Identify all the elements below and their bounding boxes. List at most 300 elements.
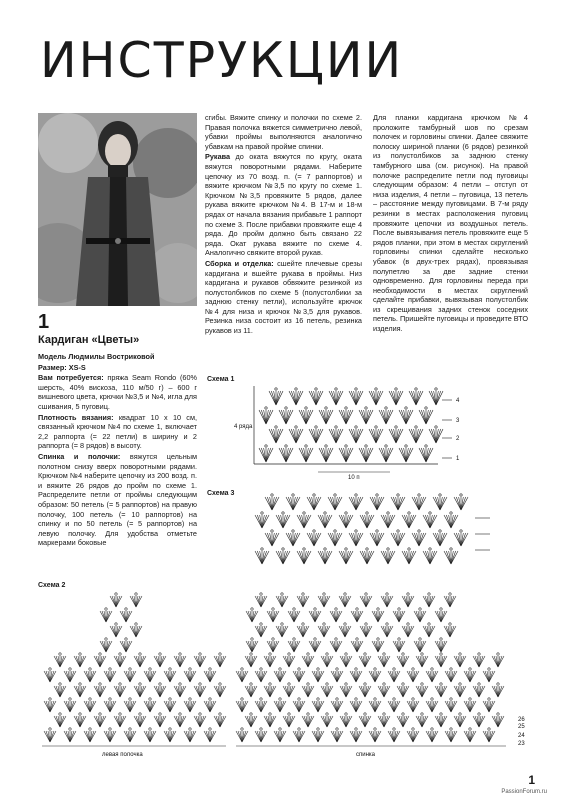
- stitch-mark: [446, 515, 451, 528]
- stitch-mark: [437, 686, 441, 697]
- stitch-mark: [66, 671, 70, 682]
- picot-mark: [364, 713, 366, 715]
- picot-mark: [366, 512, 368, 514]
- stitch-mark: [352, 701, 356, 712]
- picot-mark: [135, 593, 137, 595]
- stitch-mark: [398, 533, 403, 546]
- picot-mark: [383, 683, 385, 685]
- picot-mark: [326, 713, 328, 715]
- picot-mark: [129, 728, 131, 730]
- picot-mark: [323, 593, 325, 595]
- stitch-mark: [216, 716, 220, 727]
- picot-mark: [271, 494, 273, 496]
- picot-mark: [449, 623, 451, 625]
- picot-mark: [428, 593, 430, 595]
- stitch-mark: [391, 429, 396, 443]
- stitch-mark: [386, 410, 391, 424]
- picot-mark: [478, 653, 480, 655]
- picot-mark: [365, 407, 367, 409]
- picot-mark: [49, 728, 51, 730]
- picot-mark: [365, 593, 367, 595]
- picot-mark: [302, 623, 304, 625]
- picot-mark: [325, 445, 327, 447]
- stitch-mark: [409, 701, 413, 712]
- picot-mark: [355, 426, 357, 428]
- stitch-mark: [320, 515, 325, 528]
- stitch-mark: [283, 515, 288, 528]
- page-number: 1: [528, 773, 535, 787]
- picot-mark: [275, 388, 277, 390]
- stitch-mark: [401, 410, 406, 424]
- picot-mark: [317, 698, 319, 700]
- picot-mark: [288, 713, 290, 715]
- stitch-mark: [46, 701, 50, 712]
- picot-mark: [377, 608, 379, 610]
- stitch-mark: [353, 611, 357, 622]
- picot-mark: [105, 608, 107, 610]
- stitch-mark: [257, 596, 261, 607]
- stitch-mark: [311, 391, 316, 405]
- stitch-mark: [371, 731, 375, 742]
- picot-mark: [375, 426, 377, 428]
- picot-mark: [460, 494, 462, 496]
- stitch-mark: [409, 731, 413, 742]
- picot-mark: [408, 548, 410, 550]
- picot-mark: [325, 407, 327, 409]
- picot-mark: [376, 530, 378, 532]
- stitch-mark: [446, 596, 450, 607]
- stitch-mark: [301, 410, 306, 424]
- picot-mark: [431, 668, 433, 670]
- picot-mark: [419, 608, 421, 610]
- picot-mark: [69, 698, 71, 700]
- stitch-mark: [247, 686, 251, 697]
- stitch-mark: [437, 716, 441, 727]
- stitch-mark: [475, 656, 479, 667]
- stitch-mark: [266, 448, 271, 462]
- picot-mark: [450, 668, 452, 670]
- picot-mark: [115, 623, 117, 625]
- stitch-mark: [261, 448, 266, 462]
- scheme-1-width: 10 п: [348, 475, 360, 480]
- picot-mark: [355, 698, 357, 700]
- stitch-mark: [409, 671, 413, 682]
- stitch-mark: [351, 533, 356, 546]
- picot-mark: [383, 653, 385, 655]
- picot-mark: [49, 668, 51, 670]
- picot-mark: [209, 728, 211, 730]
- picot-mark: [374, 668, 376, 670]
- stitch-mark: [437, 641, 441, 652]
- stitch-mark: [306, 448, 311, 462]
- stitch-mark: [116, 686, 120, 697]
- stitch-mark: [326, 448, 331, 462]
- picot-mark: [271, 530, 273, 532]
- picot-mark: [418, 494, 420, 496]
- picot-mark: [293, 608, 295, 610]
- picot-mark: [488, 668, 490, 670]
- picot-mark: [241, 668, 243, 670]
- stitch-mark: [421, 410, 426, 424]
- stitch-mark: [146, 701, 150, 712]
- stitch-mark: [437, 611, 441, 622]
- picot-mark: [449, 593, 451, 595]
- stitch-mark: [320, 626, 324, 637]
- page-title: ИНСТРУКЦИИ: [40, 32, 404, 89]
- picot-mark: [323, 623, 325, 625]
- stitch-mark: [106, 671, 110, 682]
- stitch-mark: [136, 656, 140, 667]
- picot-mark: [421, 683, 423, 685]
- stitch-mark: [272, 533, 277, 546]
- stitch-mark: [335, 533, 340, 546]
- stitch-mark: [66, 731, 70, 742]
- picot-mark: [303, 512, 305, 514]
- picot-mark: [269, 713, 271, 715]
- stitch-mark: [332, 611, 336, 622]
- picot-mark: [119, 713, 121, 715]
- stitch-mark: [332, 641, 336, 652]
- stitch-mark: [269, 641, 273, 652]
- picot-mark: [169, 668, 171, 670]
- picot-mark: [469, 728, 471, 730]
- stitch-mark: [126, 701, 130, 712]
- picot-mark: [307, 653, 309, 655]
- stitch-mark: [388, 551, 393, 564]
- picot-mark: [179, 683, 181, 685]
- stitch-mark: [377, 497, 382, 510]
- stitch-mark: [361, 656, 365, 667]
- picot-mark: [260, 698, 262, 700]
- picot-mark: [374, 698, 376, 700]
- stitch-mark: [451, 551, 456, 564]
- picot-mark: [251, 638, 253, 640]
- stitch-mark: [401, 448, 406, 462]
- stitch-mark: [216, 686, 220, 697]
- stitch-mark: [390, 701, 394, 712]
- stitch-mark: [323, 716, 327, 727]
- picot-mark: [469, 698, 471, 700]
- picot-mark: [250, 653, 252, 655]
- stitch-mark: [309, 497, 314, 510]
- picot-mark: [169, 728, 171, 730]
- stitch-mark: [116, 656, 120, 667]
- picot-mark: [335, 638, 337, 640]
- stitch-mark: [96, 716, 100, 727]
- scheme-1-chart: [230, 384, 470, 480]
- stitch-mark: [361, 686, 365, 697]
- stitch-mark: [196, 686, 200, 697]
- picot-mark: [355, 530, 357, 532]
- stitch-mark: [288, 533, 293, 546]
- stitch-mark: [333, 701, 337, 712]
- stitch-mark: [278, 596, 282, 607]
- stitch-mark: [66, 701, 70, 712]
- picot-mark: [335, 608, 337, 610]
- picot-mark: [355, 494, 357, 496]
- picot-mark: [293, 638, 295, 640]
- picot-mark: [460, 530, 462, 532]
- picot-mark: [209, 698, 211, 700]
- picot-mark: [393, 668, 395, 670]
- picot-mark: [269, 683, 271, 685]
- stitch-mark: [383, 551, 388, 564]
- stitch-mark: [96, 686, 100, 697]
- picot-mark: [250, 713, 252, 715]
- stitch-mark: [414, 533, 419, 546]
- stitch-mark: [341, 515, 346, 528]
- picot-mark: [355, 388, 357, 390]
- picot-mark: [305, 445, 307, 447]
- picot-mark: [478, 713, 480, 715]
- stitch-mark: [346, 448, 351, 462]
- stitch-mark: [126, 731, 130, 742]
- picot-mark: [450, 512, 452, 514]
- picot-mark: [272, 608, 274, 610]
- stitch-mark: [447, 671, 451, 682]
- picot-mark: [199, 713, 201, 715]
- stitch-mark: [306, 410, 311, 424]
- picot-mark: [345, 713, 347, 715]
- stitch-mark: [346, 410, 351, 424]
- stitch-mark: [299, 515, 304, 528]
- column-2: [205, 113, 362, 337]
- picot-mark: [383, 713, 385, 715]
- stitch-mark: [293, 497, 298, 510]
- stitch-mark: [299, 596, 303, 607]
- stitch-mark: [146, 671, 150, 682]
- picot-mark: [313, 494, 315, 496]
- stitch-mark: [351, 391, 356, 405]
- picot-mark: [99, 713, 101, 715]
- picot-mark: [324, 548, 326, 550]
- picot-mark: [135, 623, 137, 625]
- stitch-mark: [314, 533, 319, 546]
- stitch-mark: [428, 731, 432, 742]
- stitch-mark: [361, 716, 365, 727]
- stitch-mark: [247, 656, 251, 667]
- materials-paragraph: Вам потребуется: пряжа Seam Rondo (60% шерсть, 40% вискоза, 110 м/50 г) – 600 г вишневого цвета, крючки №3,5 и №4, игла для сшивания, 5 пуговиц.: [38, 373, 197, 411]
- picot-mark: [440, 653, 442, 655]
- stitch-mark: [398, 497, 403, 510]
- picot-mark: [159, 683, 161, 685]
- picot-mark: [69, 668, 71, 670]
- picot-mark: [159, 713, 161, 715]
- picot-mark: [89, 698, 91, 700]
- picot-mark: [336, 698, 338, 700]
- stitch-mark: [320, 551, 325, 564]
- picot-mark: [292, 494, 294, 496]
- stitch-mark: [285, 656, 289, 667]
- stitch-mark: [325, 551, 330, 564]
- site-watermark: PassionForum.ru: [501, 789, 547, 795]
- picot-mark: [209, 668, 211, 670]
- stitch-mark: [206, 671, 210, 682]
- stitch-mark: [371, 429, 376, 443]
- picot-mark: [279, 698, 281, 700]
- stitch-mark: [271, 391, 276, 405]
- stitch-mark: [395, 641, 399, 652]
- stitch-mark: [320, 596, 324, 607]
- picot-mark: [307, 713, 309, 715]
- stitch-mark: [276, 391, 281, 405]
- picot-mark: [275, 426, 277, 428]
- picot-mark: [298, 698, 300, 700]
- model-credit: Модель Людмилы Востриковой: [38, 352, 155, 361]
- stitch-mark: [132, 596, 136, 607]
- picot-mark: [385, 407, 387, 409]
- picot-mark: [159, 653, 161, 655]
- stitch-mark: [76, 656, 80, 667]
- stitch-mark: [272, 497, 277, 510]
- stitch-mark: [112, 626, 116, 637]
- picot-mark: [336, 728, 338, 730]
- picot-mark: [59, 713, 61, 715]
- stitch-mark: [166, 701, 170, 712]
- picot-mark: [199, 683, 201, 685]
- picot-mark: [219, 683, 221, 685]
- stitch-mark: [428, 701, 432, 712]
- stitch-mark: [266, 410, 271, 424]
- stitch-mark: [321, 448, 326, 462]
- scheme-1-row-1: 1: [456, 456, 460, 462]
- stitch-mark: [132, 626, 136, 637]
- stitch-mark: [102, 641, 106, 652]
- scheme-3-label: Схема 3: [207, 490, 235, 497]
- picot-mark: [115, 593, 117, 595]
- stitch-mark: [381, 448, 386, 462]
- stitch-mark: [283, 551, 288, 564]
- stitch-mark: [435, 497, 440, 510]
- picot-mark: [412, 728, 414, 730]
- stitch-mark: [376, 429, 381, 443]
- assembly-paragraph: Сборка и отделка: сшейте плечевые срезы кардигана и вшейте рукава в проймы. Низ кардигана и рукавов обвяжите резинкой из полустолбиков по схеме 5 (полустолбики за заднюю стенку петли), используйте крючок №4 для низа и крючок №3,5 для рукавов. Резинка низа состоит из 16 петель, резинка рукавов из 11.: [205, 258, 362, 336]
- stitch-mark: [341, 596, 345, 607]
- model-photo: [38, 113, 197, 306]
- scheme-3-chart: [250, 486, 500, 568]
- stitch-mark: [421, 448, 426, 462]
- picot-mark: [344, 593, 346, 595]
- stitch-mark: [406, 448, 411, 462]
- picot-mark: [305, 407, 307, 409]
- picot-mark: [288, 683, 290, 685]
- stitch-mark: [371, 391, 376, 405]
- picot-mark: [317, 728, 319, 730]
- stitch-mark: [411, 429, 416, 443]
- stitch-mark: [156, 656, 160, 667]
- scheme-2-row-24: 24: [518, 733, 525, 739]
- stitch-mark: [426, 448, 431, 462]
- picot-mark: [119, 683, 121, 685]
- stitch-mark: [56, 716, 60, 727]
- picot-mark: [285, 445, 287, 447]
- stitch-mark: [126, 671, 130, 682]
- stitch-mark: [494, 716, 498, 727]
- stitch-mark: [416, 391, 421, 405]
- picot-mark: [335, 388, 337, 390]
- picot-mark: [69, 728, 71, 730]
- stitch-mark: [316, 391, 321, 405]
- stitch-mark: [295, 701, 299, 712]
- stitch-mark: [106, 731, 110, 742]
- stitch-mark: [314, 671, 318, 682]
- picot-mark: [260, 728, 262, 730]
- stitch-mark: [386, 448, 391, 462]
- picot-mark: [407, 623, 409, 625]
- stitch-mark: [414, 497, 419, 510]
- stitch-mark: [374, 641, 378, 652]
- picot-mark: [356, 638, 358, 640]
- stitch-mark: [425, 551, 430, 564]
- stitch-mark: [361, 410, 366, 424]
- picot-mark: [345, 548, 347, 550]
- picot-mark: [315, 426, 317, 428]
- picot-mark: [324, 512, 326, 514]
- stitch-mark: [436, 391, 441, 405]
- picot-mark: [407, 593, 409, 595]
- stitch-mark: [372, 533, 377, 546]
- stitch-mark: [404, 626, 408, 637]
- picot-mark: [179, 653, 181, 655]
- stitch-mark: [304, 686, 308, 697]
- density-paragraph: Плотность вязания: квадрат 10 х 10 см, связанный крючком №4 по схеме 1, включает 2,2 раппорта (= 22 петли) в ширину и 2 раппорта (= 8 рядов) в высоту.: [38, 412, 197, 451]
- picot-mark: [109, 698, 111, 700]
- stitch-mark: [46, 731, 50, 742]
- stitch-mark: [336, 429, 341, 443]
- stitch-mark: [406, 410, 411, 424]
- picot-mark: [139, 713, 141, 715]
- picot-mark: [440, 713, 442, 715]
- picot-mark: [439, 530, 441, 532]
- stitch-mark: [216, 656, 220, 667]
- stitch-mark: [176, 656, 180, 667]
- scheme-2-row-25: 25: [518, 724, 525, 730]
- stitch-mark: [276, 701, 280, 712]
- picot-mark: [459, 683, 461, 685]
- stitch-mark: [325, 515, 330, 528]
- picot-mark: [89, 668, 91, 670]
- stitch-mark: [390, 731, 394, 742]
- stitch-mark: [356, 497, 361, 510]
- stitch-mark: [136, 716, 140, 727]
- picot-mark: [288, 653, 290, 655]
- stitch-mark: [351, 429, 356, 443]
- picot-mark: [459, 653, 461, 655]
- stitch-mark: [419, 497, 424, 510]
- stitch-mark: [266, 716, 270, 727]
- stitch-mark: [166, 671, 170, 682]
- picot-mark: [488, 728, 490, 730]
- stitch-mark: [122, 641, 126, 652]
- picot-mark: [395, 388, 397, 390]
- stitch-mark: [176, 716, 180, 727]
- stitch-mark: [388, 515, 393, 528]
- picot-mark: [405, 407, 407, 409]
- stitch-mark: [333, 671, 337, 682]
- stitch-mark: [257, 731, 261, 742]
- stitch-mark: [456, 533, 461, 546]
- picot-mark: [272, 638, 274, 640]
- stitch-mark: [418, 716, 422, 727]
- stitch-mark: [295, 671, 299, 682]
- stitch-mark: [304, 551, 309, 564]
- stitch-mark: [326, 410, 331, 424]
- picot-mark: [385, 445, 387, 447]
- stitch-mark: [446, 626, 450, 637]
- stitch-mark: [352, 731, 356, 742]
- stitch-mark: [299, 551, 304, 564]
- stitch-mark: [285, 686, 289, 697]
